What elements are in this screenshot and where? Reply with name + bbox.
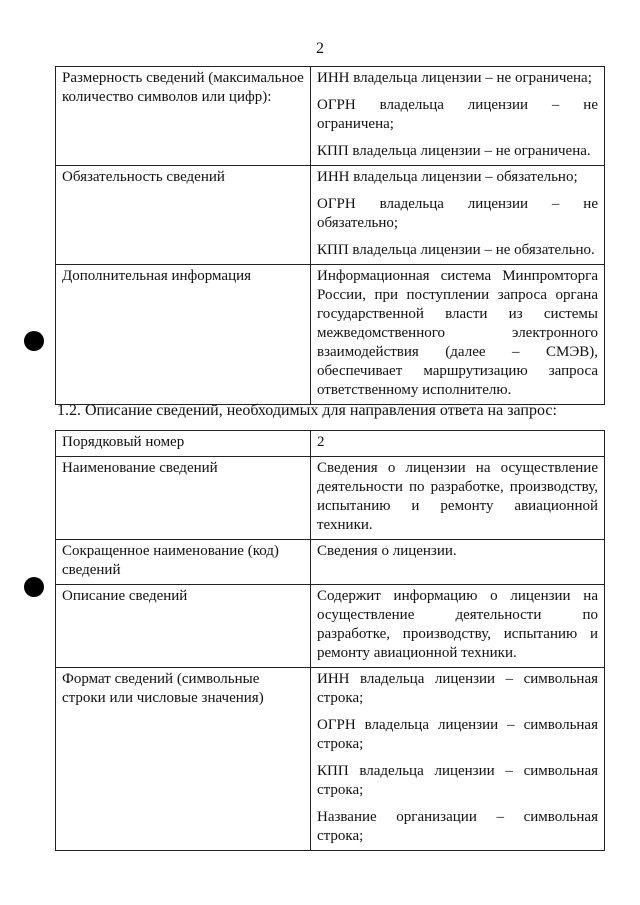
value-line: Информационная система Минпромторга России, при поступлении запроса органа государственной власти из системы межведомственного электронного взаимодействия (далее – СМЭВ), обеспечивает маршрутизацию запроса ответственному исполнителю. [317, 268, 598, 398]
table-row [56, 265, 605, 405]
value-line: КПП владельца лицензии – символьная строка; [317, 763, 598, 798]
row-label-short-name: Сокращенное наименование (код) сведений [56, 540, 311, 585]
value-line: ОГРН владельца лицензии – не ограничена; [317, 97, 598, 132]
row-value-order-number [311, 431, 605, 457]
table-row [56, 67, 605, 166]
row-label-additional: Дополнительная информация [56, 265, 311, 405]
table-row [56, 540, 605, 585]
row-value-obligatory [311, 166, 605, 265]
value-line: ОГРН владельца лицензии – символьная строка; [317, 717, 598, 752]
value-line: Сведения о лицензии. [317, 543, 457, 559]
page-number: 2 [316, 40, 324, 57]
table-row [56, 166, 605, 265]
table-row [56, 585, 605, 668]
value-line: КПП владельца лицензии – не обязательно. [317, 242, 595, 258]
table-row [56, 457, 605, 540]
value-line: Название организации – символьная строка; [317, 809, 598, 844]
punch-hole-top [24, 331, 44, 351]
row-label-format: Формат сведений (символьные строки или числовые значения) [56, 668, 311, 851]
value-line: ОГРН владельца лицензии – не обязательно; [317, 196, 598, 231]
section-title: 1.2. Описание сведений, необходимых для направления ответа на запрос: [57, 402, 557, 419]
row-value-short-name [311, 540, 605, 585]
row-value-dimension [311, 67, 605, 166]
value-line: Сведения о лицензии на осуществление деятельности по разработке, производству, испытанию и ремонту авиационной техники. [317, 460, 598, 533]
row-value-additional [311, 265, 605, 405]
value-line: Содержит информацию о лицензии на осуществление деятельности по разработке, производству, испытанию и ремонту авиационной техники. [317, 588, 598, 661]
table-row [56, 431, 605, 457]
row-label-obligatory: Обязательность сведений [56, 166, 311, 265]
row-label-dimension: Размерность сведений (максимальное количество символов или цифр): [56, 67, 311, 166]
info-table-1 [55, 66, 605, 405]
row-value-description [311, 585, 605, 668]
value-line: ИНН владельца лицензии – обязательно; [317, 169, 578, 185]
row-label-description: Описание сведений [56, 585, 311, 668]
info-table-2 [55, 430, 605, 851]
row-value-format [311, 668, 605, 851]
row-value-info-name [311, 457, 605, 540]
row-label-order-number: Порядковый номер [56, 431, 311, 457]
value-line: КПП владельца лицензии – не ограничена. [317, 143, 591, 159]
row-label-info-name: Наименование сведений [56, 457, 311, 540]
table-row [56, 668, 605, 851]
value-line: ИНН владельца лицензии – не ограничена; [317, 70, 592, 86]
value-line: ИНН владельца лицензии – символьная строка; [317, 671, 598, 706]
value-line: 2 [317, 434, 325, 450]
punch-hole-bottom [24, 577, 44, 597]
